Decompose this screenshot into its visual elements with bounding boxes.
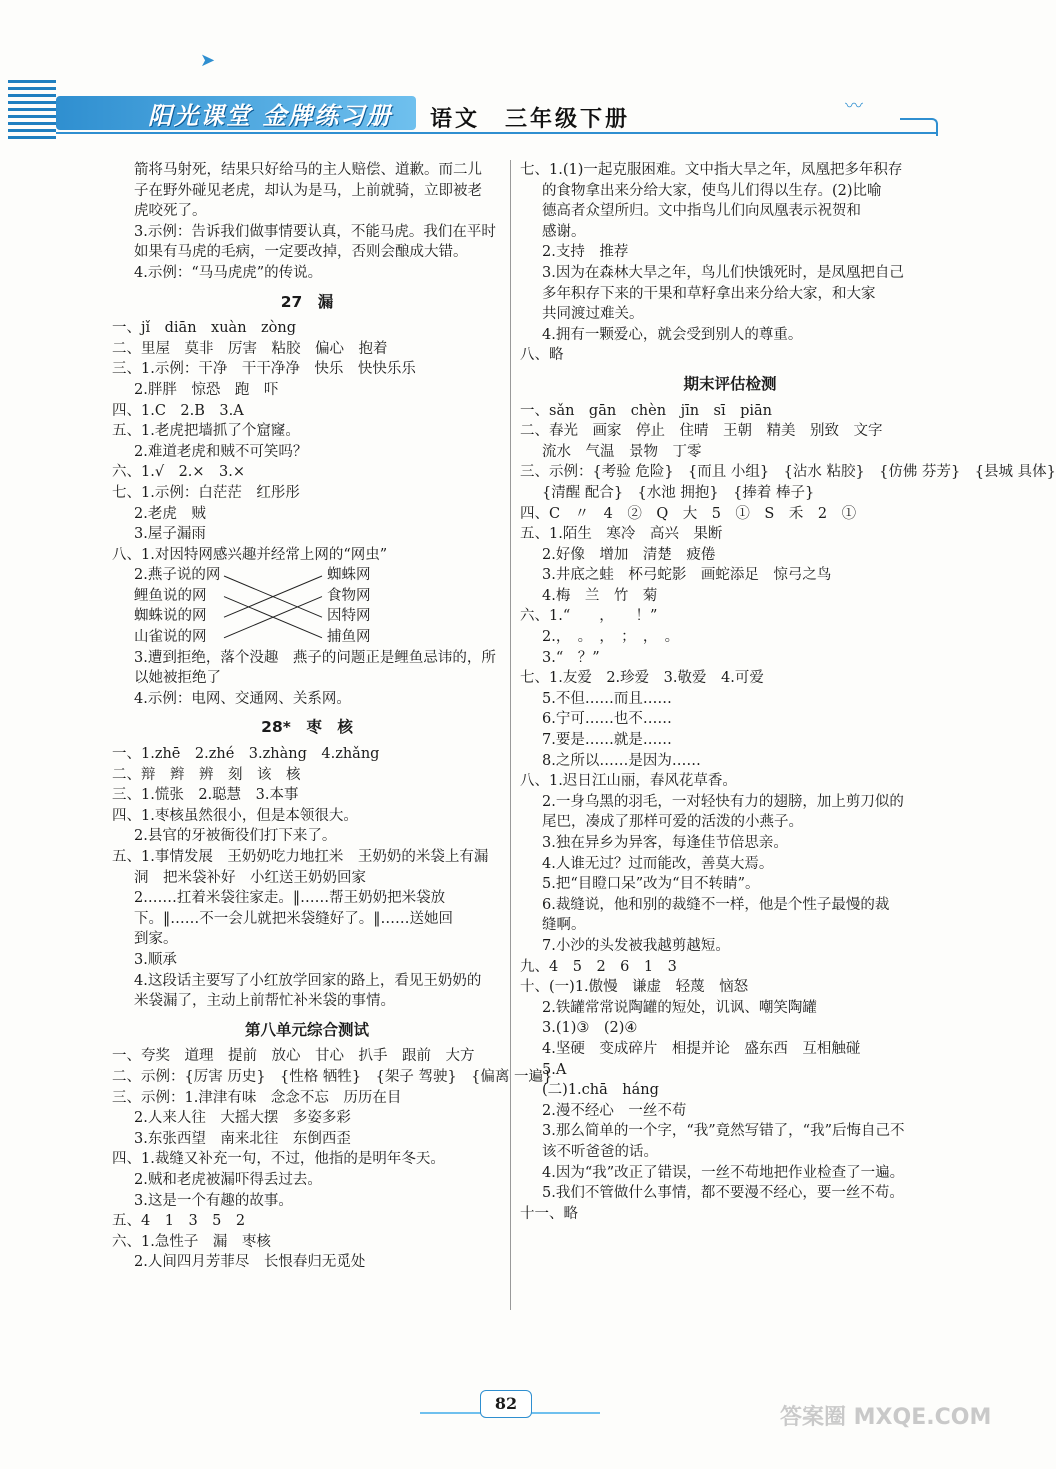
answer-line: 一、夸奖 道理 提前 放心 甘心 扒手 跟前 大方 <box>112 1048 475 1065</box>
answer-line: 5.我们不管做什么事情，都不要漫不经心，要一丝不苟。 <box>542 1185 904 1202</box>
answer-line: 箭将马射死，结果只好给马的主人赔偿、道歉。而二儿 <box>134 162 482 178</box>
answer-line: 九、4 5 2 6 1 3 <box>520 958 677 975</box>
answer-line: 7.小沙的头发被我越剪越短。 <box>542 937 730 954</box>
answer-line: 的食物拿出来分给大家，使鸟儿们得以生存。(2)比喻 <box>542 182 882 199</box>
answer-line: 4.示例：电网、交通网、关系网。 <box>134 690 351 707</box>
answer-line: 2.……扛着米袋往家走。‖……帮王奶奶把米袋放 <box>134 890 446 907</box>
answer-line: 七、1.示例：白茫茫 红彤彤 <box>112 484 300 501</box>
answer-line: 感谢。 <box>542 223 586 240</box>
answer-line: 三、1.示例：干净 干干净净 快乐 快快乐乐 <box>112 361 416 378</box>
answer-line: 4.梅 兰 竹 菊 <box>542 587 658 604</box>
answer-line: 共同渡过难关。 <box>542 306 644 323</box>
answer-line: 4.人谁无过？过而能改，善莫大焉。 <box>542 855 774 872</box>
answer-line: 8.之所以……是因为…… <box>542 752 701 769</box>
match-right-item: 蜘蛛网 <box>327 567 371 584</box>
answer-line: 缝啊。 <box>542 917 586 934</box>
answer-line: 流水 气温 景物 丁零 <box>542 443 702 460</box>
answer-line: 二、里屋 莫非 厉害 粘胶 偏心 抱着 <box>112 340 388 357</box>
answer-line: 八、1.对因特网感兴趣并经常上网的“网虫” <box>112 546 388 563</box>
answer-line: 2.人间四月芳菲尽 长恨春归无觅处 <box>134 1254 366 1271</box>
answer-line: 虎咬死了。 <box>134 203 207 220</box>
answer-line: 2.难道老虎和贼不可笑吗？ <box>134 443 308 460</box>
match-lines <box>222 565 332 647</box>
answer-line: 五、4 1 3 5 2 <box>112 1213 246 1230</box>
section-heading: 28* 枣 核 <box>261 718 353 737</box>
answer-line: 2.老虎 贼 <box>134 505 206 522</box>
answer-line: 德高者众望所归。文中指鸟儿们向凤凰表示祝贺和 <box>542 203 861 220</box>
answer-line: 七、1.友爱 2.珍爱 3.敬爱 4.可爱 <box>520 670 764 687</box>
answer-line: 五、1.陌生 寒冷 高兴 果断 <box>520 526 723 543</box>
answer-line: 4.拥有一颗爱心，就会受到别人的尊重。 <box>542 326 803 343</box>
answer-line: 下。‖……不一会儿就把米袋缝好了。‖……送她回 <box>134 910 453 927</box>
header-rule <box>56 132 936 134</box>
answer-line: 六、1.“ ， ！” <box>520 608 658 625</box>
answer-line: 子在野外碰见老虎，却认为是马，上前就骑，立即被老 <box>134 182 482 199</box>
answer-line: 五、1.老虎把墙抓了个窟窿。 <box>112 423 300 440</box>
section-heading: 期末评估检测 <box>683 374 777 393</box>
answer-line: (二)1.chā háng <box>542 1082 659 1099</box>
match-right-item: 因特网 <box>327 608 371 625</box>
answer-line: 4.这段话主要写了小红放学回家的路上，看见王奶奶的 <box>134 972 482 989</box>
answer-line: 2.支持 推荐 <box>542 244 629 261</box>
column-divider <box>510 160 511 1310</box>
match-right-item: 捕鱼网 <box>327 629 371 646</box>
answer-line: 3.井底之蛙 杯弓蛇影 画蛇添足 惊弓之鸟 <box>542 567 832 584</box>
section-heading: 27 漏 <box>280 292 334 311</box>
answer-line: 3.这是一个有趣的故事。 <box>134 1192 293 1209</box>
section-heading: 第八单元综合测试 <box>244 1020 369 1039</box>
answer-line: 2.贼和老虎被漏吓得丢过去。 <box>134 1171 322 1188</box>
answer-line: 3.顺承 <box>134 951 177 968</box>
paper-plane-icon: ➤ <box>200 50 216 71</box>
answer-line: 如果有马虎的毛病，一定要改掉，否则会酿成大错。 <box>134 244 468 261</box>
answer-line: 尾巴，凑成了那样可爱的活泼的小燕子。 <box>542 814 803 831</box>
answer-line: 3.遭到拒绝，落个没趣 燕子的问题正是鲤鱼忌讳的，所 <box>134 649 496 666</box>
answer-line: 五、1.事情发展 王奶奶吃力地扛米 王奶奶的米袋上有漏 <box>112 849 489 866</box>
answer-line: 2.胖胖 惊恐 跑 吓 <box>134 381 279 398</box>
answer-line: 6.裁缝说，他和别的裁缝不一样，他是个性子最慢的裁 <box>542 896 890 913</box>
match-right-item: 食物网 <box>327 587 371 604</box>
answer-line: 6.宁可……也不…… <box>542 711 672 728</box>
answer-line: 八、1.迟日江山丽，春风花草香。 <box>520 773 737 790</box>
answer-line: 二、示例：{厉害 历史} {性格 牺牲} {架子 驾驶} {偏离 一遍} <box>112 1068 553 1085</box>
answer-line: 2.漫不经心 一丝不苟 <box>542 1102 687 1119</box>
answer-line: 十一、略 <box>520 1205 578 1222</box>
answer-line: 4.坚硬 变成碎片 相提并论 盛东西 互相触碰 <box>542 1040 861 1057</box>
answer-line: 3.那么简单的一个字，“我”竟然写错了，“我”后悔自己不 <box>542 1123 905 1140</box>
answer-line: 一、1.zhē 2.zhé 3.zhàng 4.zhǎng <box>112 746 380 763</box>
answer-line: 六、1.急性子 漏 枣核 <box>112 1233 271 1250</box>
book-title: 阳光课堂 金牌练习册 <box>148 102 393 130</box>
answer-line: 3.独在异乡为异客，每逢佳节倍思亲。 <box>542 835 788 851</box>
answer-line: 5.A <box>542 1061 567 1078</box>
bird-icon: 〰 <box>845 96 863 117</box>
subject-grade: 语文 三年级下册 <box>430 107 631 132</box>
answer-line: 三、示例：{考验 危险} {而且 小组} {沾水 粘胶} {仿佛 芬芳} {县城 具体} <box>520 464 1056 481</box>
page-number: 82 <box>480 1390 532 1418</box>
match-left-item: 2.燕子说的网 <box>134 567 221 584</box>
answer-line: 三、示例：1.津津有味 念念不忘 历历在目 <box>112 1089 402 1106</box>
answer-line: 以她被拒绝了 <box>134 670 221 687</box>
answer-line: 七、1.(1)一起克服困难。文中指大旱之年，凤凰把多年积存 <box>520 162 903 178</box>
answer-line: 3.东张西望 南来北往 东倒西歪 <box>134 1130 351 1147</box>
answer-line: 四、1.枣核虽然很小，但是本领很大。 <box>112 807 358 824</box>
matching-exercise <box>112 565 502 647</box>
answer-line: 四、1.C 2.B 3.A <box>112 402 244 419</box>
answer-line: 2.好像 增加 清楚 疲倦 <box>542 546 716 563</box>
answer-line: 该不听爸爸的话。 <box>542 1143 658 1160</box>
answer-line: 7.要是……就是…… <box>542 732 672 749</box>
answer-line: 到家。 <box>134 931 178 948</box>
answer-line: 3.(1)③ (2)④ <box>542 1020 638 1037</box>
answer-line: 5.不但……而且…… <box>542 690 672 707</box>
header-corner-decoration <box>900 118 938 136</box>
answer-line: 3.因为在森林大旱之年，鸟儿们快饿死时，是凤凰把自己 <box>542 264 904 281</box>
answer-line: 二、辩 辫 辨 刻 该 核 <box>112 766 301 783</box>
match-left-item: 鲤鱼说的网 <box>134 587 207 604</box>
answer-line: 3.示例：告诉我们做事情要认真，不能马虎。我们在平时 <box>134 223 496 240</box>
answer-line: 二、春光 画家 停止 住晴 王朝 精美 别致 文字 <box>520 423 883 440</box>
answer-line: {清醒 配合} {水池 拥抱} {捧着 棒子} <box>542 484 815 501</box>
answer-line: 2.铁罐常常说陶罐的短处，讥讽、嘲笑陶罐 <box>542 999 817 1016</box>
answer-line: 4.示例：“马马虎虎”的传说。 <box>134 264 323 281</box>
answer-line: 多年积存下来的干果和草籽拿出来分给大家，和大家 <box>542 285 876 302</box>
answer-line: 六、1.√ 2.× 3.× <box>112 464 246 481</box>
answer-line: 八、略 <box>520 347 564 364</box>
header-stripes-decoration <box>8 80 56 140</box>
answer-line: 十、(一)1.傲慢 谦虚 轻蔑 恼怒 <box>520 979 749 996</box>
answer-line: 2.人来人往 大摇大摆 多姿多彩 <box>134 1110 351 1127</box>
answers-right-column <box>520 160 1056 1224</box>
answer-line: 3.“ ？” <box>542 649 600 666</box>
answer-line: 四、C 〃 4 ② Q 大 5 ① S 禾 2 ① <box>520 505 857 522</box>
site-watermark: 答案圈 MXQE.COM <box>780 1405 992 1430</box>
answer-line: 三、1.慌张 2.聪慧 3.本事 <box>112 787 299 804</box>
answer-line: 4.因为“我”改正了错误，一丝不苟地把作业检查了一遍。 <box>542 1164 905 1181</box>
answer-line: 洞 把米袋补好 小红送王奶奶回家 <box>134 869 366 886</box>
answer-line: 2.， 。 ， ； ， 。 <box>542 629 680 646</box>
answer-line: 一、sǎn gān chèn jīn sī piān <box>520 402 773 419</box>
answer-line: 3.屋子漏雨 <box>134 526 206 543</box>
match-left-item: 蜘蛛说的网 <box>134 608 207 625</box>
answer-line: 5.把“目瞪口呆”改为“目不转睛”。 <box>542 876 760 893</box>
answer-line: 2.县官的牙被衙役们打下来了。 <box>134 828 337 845</box>
answer-line: 一、jǐ diān xuàn zòng <box>112 320 297 337</box>
answer-line: 2.一身乌黑的羽毛，一对轻快有力的翅膀，加上剪刀似的 <box>542 793 904 810</box>
answer-line: 四、1.裁缝又补充一句，不过，他指的是明年冬天。 <box>112 1151 445 1168</box>
answer-line: 米袋漏了，主动上前帮忙补米袋的事情。 <box>134 993 395 1010</box>
match-left-item: 山雀说的网 <box>134 629 207 646</box>
